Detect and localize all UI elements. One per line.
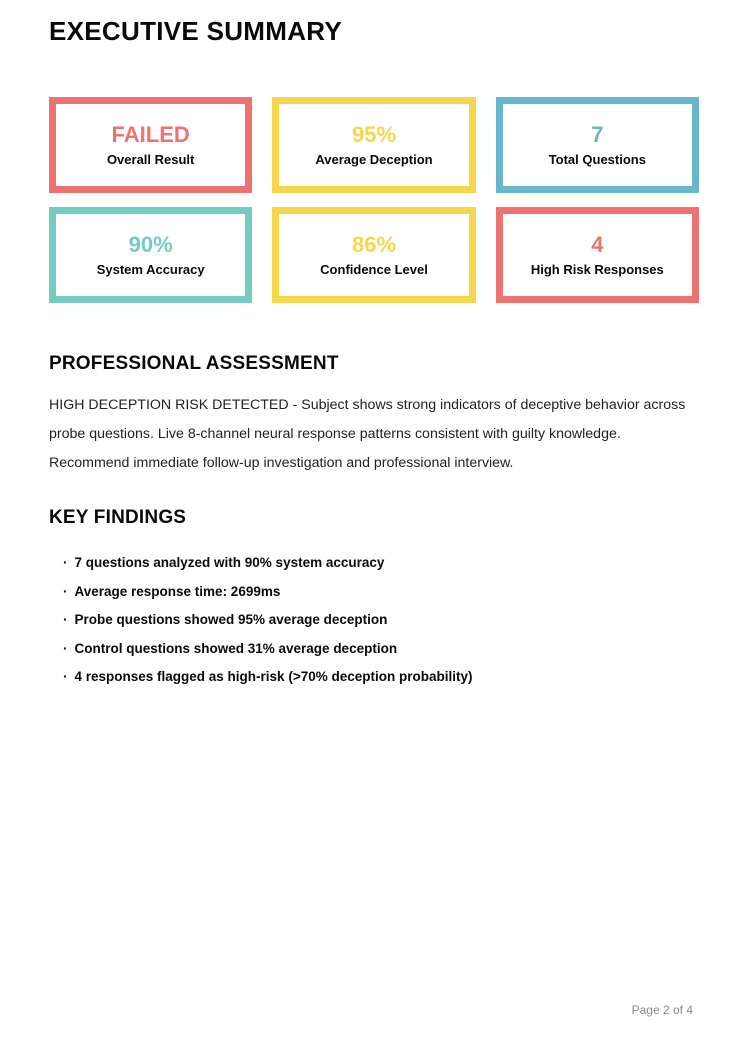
stat-value: 7 (591, 122, 604, 147)
stat-value: 4 (591, 232, 604, 257)
stat-value: 95% (351, 122, 397, 147)
stat-card-overall-result (49, 97, 252, 193)
page-title: EXECUTIVE SUMMARY (49, 16, 343, 46)
stat-card-grid (49, 97, 699, 303)
stat-label: Total Questions (548, 152, 646, 167)
stat-label: Confidence Level (320, 262, 428, 277)
stat-label: Average Deception (315, 152, 433, 167)
stat-card-average-deception (272, 97, 475, 193)
finding-item: · Probe questions showed 95% average deception (63, 606, 699, 635)
stat-label: High Risk Responses (530, 262, 664, 277)
page-number: Page 2 of 4 (631, 1003, 693, 1017)
stat-card-total-questions (496, 97, 699, 193)
stat-card-confidence-level (272, 207, 475, 303)
stat-value: FAILED (111, 122, 190, 147)
stat-label: Overall Result (106, 152, 195, 167)
stat-card-high-risk-responses (496, 207, 699, 303)
stat-label: System Accuracy (96, 262, 205, 277)
findings-heading: KEY FINDINGS (49, 507, 187, 528)
page-content (0, 16, 743, 692)
finding-item: · 7 questions analyzed with 90% system accuracy (63, 549, 699, 578)
finding-item: · Average response time: 2699ms (63, 578, 699, 607)
finding-item: · Control questions showed 31% average deception (63, 635, 699, 664)
stat-value: 86% (351, 232, 397, 257)
assessment-heading: PROFESSIONAL ASSESSMENT (49, 353, 339, 374)
stat-value: 90% (128, 232, 173, 257)
findings-list (49, 549, 699, 692)
assessment-body: HIGH DECEPTION RISK DETECTED - Subject shows strong indicators of deceptive behavior across probe questions. Live 8-channel neural response patterns consistent with guilty knowledge. Recommend immediate follow-up investigation and professional interview. (49, 397, 686, 471)
finding-item: · 4 responses flagged as high-risk (>70% deception probability) (63, 663, 699, 692)
stat-card-system-accuracy (49, 207, 252, 303)
